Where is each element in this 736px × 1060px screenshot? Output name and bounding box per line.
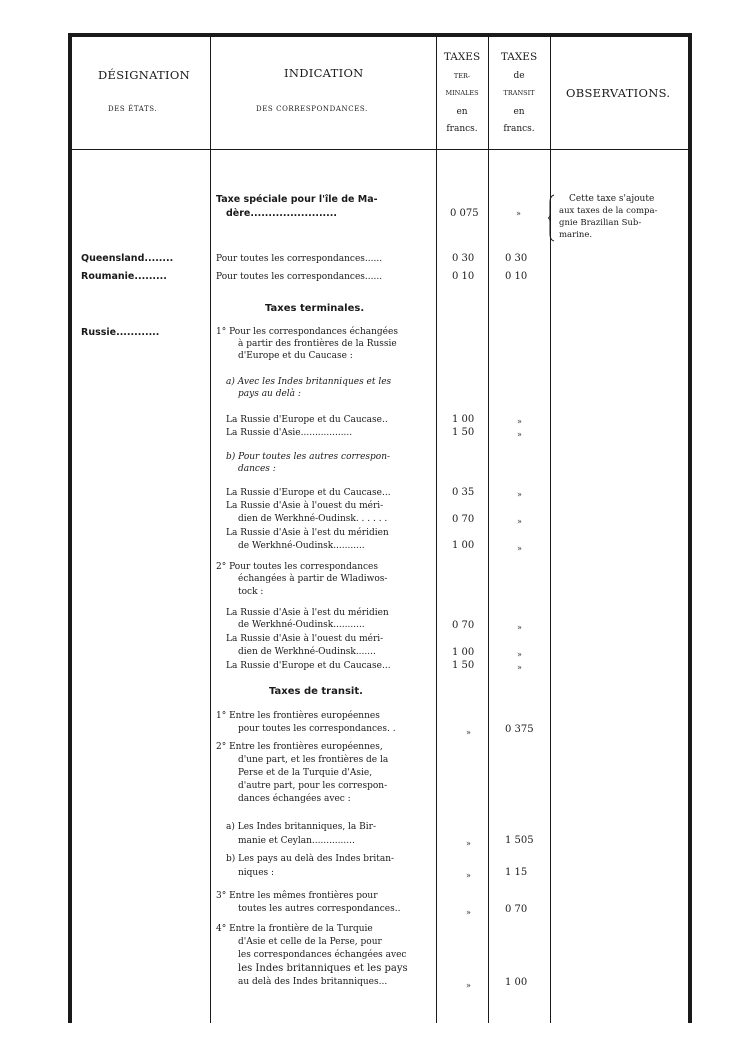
russie-b-row-2-transit: »	[517, 517, 522, 526]
transit-b-2: niques :	[238, 868, 275, 878]
russie-b-row-3-term: 1 00	[452, 540, 475, 551]
russie-p2-row-3-term: 1 50	[452, 660, 475, 671]
header-taxes-transit-2: de	[513, 71, 525, 81]
transit-b-term: »	[466, 871, 471, 880]
russie-a-row-1-transit: »	[517, 417, 522, 426]
header-taxes-transit-4: en	[513, 107, 525, 117]
header-taxes-term-5: francs.	[446, 124, 478, 134]
russie-b-head-1: b) Pour toutes les autres correspon-	[226, 452, 391, 462]
queensland-transit: 0 30	[505, 253, 528, 264]
transit-p2-2: d'une part, et les frontières de la	[238, 755, 389, 765]
madere-title-2: dère........................	[226, 208, 337, 219]
russie-a-head-2: pays au delà :	[238, 389, 301, 399]
transit-p4-1: 4° Entre la frontière de la Turquie	[216, 924, 373, 934]
header-taxes-term-1: TAXES	[443, 51, 481, 63]
russie-p2-row-2-term: 1 00	[452, 647, 475, 658]
transit-p4-3: les correspondances échangées avec	[238, 950, 407, 960]
roumanie-text: Pour toutes les correspondances......	[216, 272, 383, 282]
russie-a-row-2-transit: »	[517, 430, 522, 439]
queensland-term: 0 30	[452, 253, 475, 264]
russie-p2-row-2-transit: »	[517, 650, 522, 659]
madere-obs-4: marine.	[559, 230, 593, 240]
transit-b-1: b) Les pays au delà des Indes britan-	[226, 854, 395, 864]
russie-p2-3: tock :	[238, 587, 264, 597]
russie-a-row-1-term: 1 00	[452, 414, 475, 425]
transit-a-2: manie et Ceylan...............	[238, 836, 355, 846]
transit-p1-transit: 0 375	[505, 724, 534, 735]
russie-p1-2: à partir des frontières de la Russie	[238, 339, 397, 349]
madere-term: 0 075	[450, 208, 479, 219]
russie-p2-1: 2° Pour toutes les correspondances	[216, 562, 378, 572]
madere-title-1: Taxe spéciale pour l'île de Ma-	[216, 194, 378, 205]
header-taxes-term-2: TER-	[453, 72, 471, 80]
section-taxes-transit: Taxes de transit.	[269, 686, 363, 697]
roumanie-term: 0 10	[452, 271, 475, 282]
transit-p4-transit: 1 00	[505, 977, 528, 988]
table-right-border	[688, 33, 692, 1023]
state-roumanie: Roumanie.........	[81, 271, 167, 282]
column-divider-1	[210, 37, 211, 1023]
header-taxes-term-3: MINALES	[445, 89, 479, 97]
russie-p2-row-3: La Russie d'Europe et du Caucase...	[226, 661, 391, 671]
russie-b-row-2-line-2: dien de Werkhné-Oudinsk. . . . . .	[238, 514, 388, 524]
transit-p4-5: au delà des Indes britanniques...	[238, 977, 388, 987]
russie-a-head-1: a) Avec les Indes britanniques et les	[226, 377, 392, 387]
russie-b-head-2: dances :	[238, 464, 276, 474]
transit-p2-4: d'autre part, pour les correspon-	[238, 781, 388, 791]
header-taxes-term-4: en	[456, 107, 468, 117]
transit-b-transit: 1 15	[505, 867, 528, 878]
queensland-text: Pour toutes les correspondances......	[216, 254, 383, 264]
column-divider-4	[550, 37, 551, 1023]
russie-p2-row-1-line-2: de Werkhné-Oudinsk...........	[238, 620, 365, 630]
russie-b-row-2-line-1: La Russie d'Asie à l'ouest du méri-	[226, 501, 384, 511]
transit-p4-4: les Indes britanniques et les pays	[238, 963, 408, 974]
russie-p2-row-2-line-1: La Russie d'Asie à l'ouest du méri-	[226, 634, 384, 644]
russie-p2-row-1-term: 0 70	[452, 620, 475, 631]
russie-b-row-1-transit: »	[517, 490, 522, 499]
madere-obs-2: aux taxes de la compa-	[559, 206, 658, 216]
russie-b-row-3-line-1: La Russie d'Asie à l'est du méridien	[226, 528, 389, 538]
transit-p2-5: dances échangées avec :	[238, 794, 351, 804]
russie-p2-2: échangées à partir de Wladiwos-	[238, 574, 388, 584]
header-observations: OBSERVATIONS.	[566, 86, 671, 100]
madere-obs-3: gnie Brazilian Sub-	[559, 218, 642, 228]
russie-p1-1: 1° Pour les correspondances échangées	[216, 327, 398, 337]
transit-p1-2: pour toutes les correspondances. .	[238, 724, 396, 734]
transit-a-1: a) Les Indes britanniques, la Bir-	[226, 822, 376, 832]
russie-p2-row-1-line-1: La Russie d'Asie à l'est du méridien	[226, 608, 389, 618]
state-queensland: Queensland........	[81, 253, 174, 264]
russie-b-row-1-term: 0 35	[452, 487, 475, 498]
transit-p4-term: »	[466, 981, 471, 990]
section-taxes-terminales: Taxes terminales.	[265, 303, 365, 314]
header-designation-sub: DES ÉTATS.	[108, 105, 158, 113]
russie-a-row-2: La Russie d'Asie..................	[226, 428, 353, 438]
transit-p1-term: »	[466, 728, 471, 737]
transit-p3-2: toutes les autres correspondances..	[238, 904, 401, 914]
madere-transit: »	[516, 209, 521, 218]
russie-a-row-1: La Russie d'Europe et du Caucase..	[226, 415, 388, 425]
transit-p3-term: »	[466, 908, 471, 917]
header-designation: DÉSIGNATION	[98, 68, 190, 82]
transit-p2-1: 2° Entre les frontières européennes,	[216, 742, 383, 752]
transit-p4-2: d'Asie et celle de la Perse, pour	[238, 937, 382, 947]
transit-a-term: »	[466, 839, 471, 848]
transit-p3-transit: 0 70	[505, 904, 528, 915]
table-top-border	[68, 33, 692, 37]
russie-p1-3: d'Europe et du Caucase :	[238, 351, 353, 361]
transit-p2-3: Perse et de la Turquie d'Asie,	[238, 768, 373, 778]
header-indication: INDICATION	[284, 66, 364, 80]
russie-b-row-3-line-2: de Werkhné-Oudinsk...........	[238, 541, 365, 551]
column-divider-2	[436, 37, 437, 1023]
header-indication-sub: DES CORRESPONDANCES.	[256, 105, 368, 113]
transit-p3-1: 3° Entre les mêmes frontières pour	[216, 891, 378, 901]
column-divider-3	[488, 37, 489, 1023]
russie-b-row-2-term: 0 70	[452, 514, 475, 525]
russie-p2-row-2-line-2: dien de Werkhné-Oudinsk.......	[238, 647, 376, 657]
table-left-border	[68, 33, 72, 1023]
russie-p2-row-1-transit: »	[517, 623, 522, 632]
madere-obs-1: Cette taxe s'ajoute	[569, 194, 655, 204]
header-taxes-transit-5: francs.	[503, 124, 535, 134]
header-taxes-transit-3: TRANSIT	[503, 89, 535, 97]
russie-b-row-1: La Russie d'Europe et du Caucase...	[226, 488, 391, 498]
header-rule	[72, 149, 688, 150]
transit-p1-1: 1° Entre les frontières européennes	[216, 711, 380, 721]
header-taxes-transit-1: TAXES	[500, 51, 538, 63]
state-russie: Russie............	[81, 327, 160, 338]
observation-brace	[548, 194, 556, 242]
roumanie-transit: 0 10	[505, 271, 528, 282]
russie-a-row-2-term: 1 50	[452, 427, 475, 438]
russie-b-row-3-transit: »	[517, 544, 522, 553]
transit-a-transit: 1 505	[505, 835, 534, 846]
russie-p2-row-3-transit: »	[517, 663, 522, 672]
